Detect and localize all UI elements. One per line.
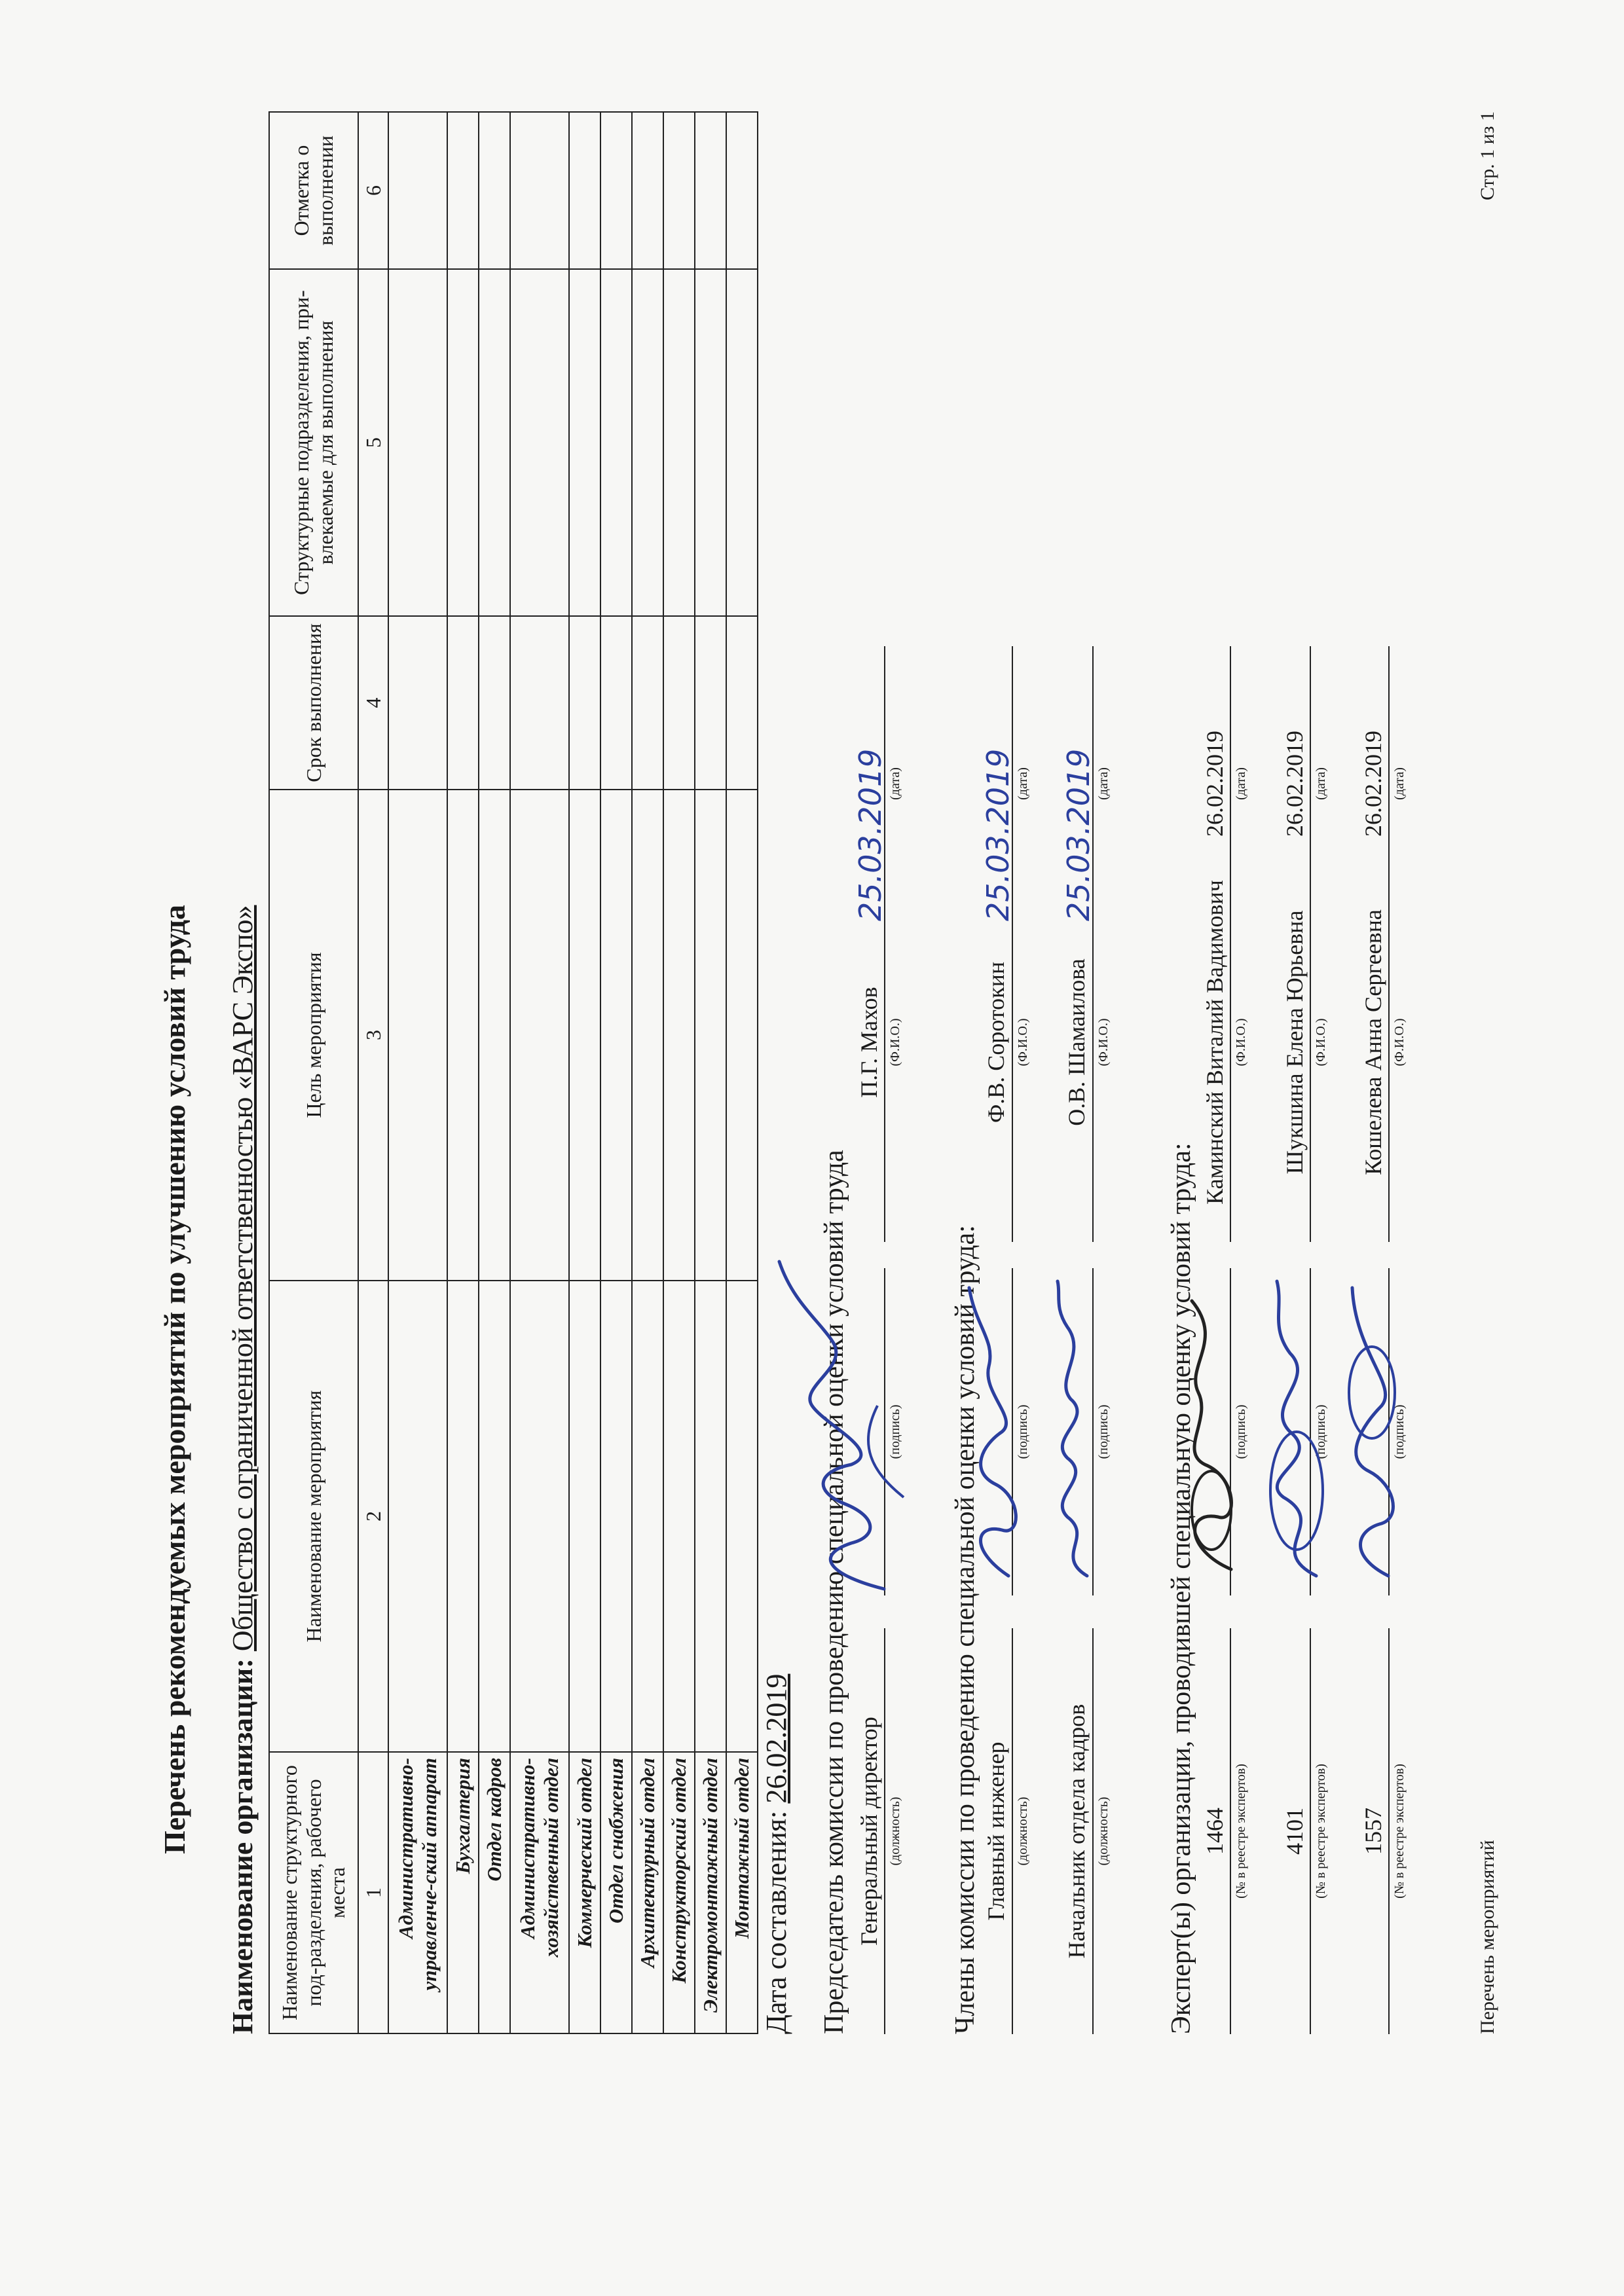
signature-caption: (подпись) [1016, 1404, 1030, 1459]
member-signature [1041, 1275, 1107, 1589]
expert-date: 26.02.2019 [1360, 731, 1386, 837]
position-caption: (должность) [888, 1796, 902, 1866]
table-row [388, 112, 447, 2033]
expert-name: Каминский Виталий Вадимович [1202, 880, 1228, 1205]
expert-name: Кошелева Анна Сергеевна [1360, 909, 1386, 1175]
column-number: 1 [358, 1752, 388, 2033]
position-caption: (должность) [1096, 1796, 1111, 1866]
fio-caption: (Ф.И.О.) [1234, 1018, 1248, 1066]
signature-caption: (подпись) [1234, 1404, 1248, 1459]
column-number-row [358, 112, 388, 2033]
header-mark: Отметка о выполнении [269, 112, 358, 269]
department-cell: Конструкторский отдел [663, 1752, 695, 2033]
column-number: 4 [358, 616, 388, 790]
signature-caption: (подпись) [1314, 1404, 1328, 1459]
department-cell: Бухгалтерия [447, 1752, 479, 2033]
table-row [726, 112, 758, 2033]
expert-reg-number: 1464 [1202, 1808, 1228, 1855]
column-number: 6 [358, 112, 388, 269]
date-composed-label: Дата составления: [760, 1810, 792, 2034]
expert-name: Шукшина Елена Юрьевна [1282, 910, 1308, 1175]
department-cell: Отдел снабжения [600, 1752, 632, 2033]
chairman-name: П.Г. Махов [856, 987, 882, 1098]
document-title: Перечень рекомендуемых мероприятий по улучшению условий труда [158, 905, 191, 1854]
fio-caption: (Ф.И.О.) [1314, 1018, 1328, 1066]
column-number: 2 [358, 1281, 388, 1752]
header-deadline: Срок выполнения [269, 616, 358, 790]
table-row [479, 112, 510, 2033]
reg-caption: (№ в реестре экспертов) [1234, 1764, 1248, 1899]
member-signature [956, 1275, 1028, 1589]
header-units: Структурные подразделения, при-влекаемые для выполнения [269, 269, 358, 616]
chairman-heading: Председатель комиссии по проведению специальной оценки условий труда [819, 1150, 849, 2034]
organization-label: Наименование организации: [227, 1658, 259, 2034]
member-date: 25.03.2019 [1061, 748, 1096, 921]
reg-caption: (№ в реестре экспертов) [1392, 1764, 1407, 1899]
table-row [569, 112, 600, 2033]
table-row [632, 112, 663, 2033]
signature-caption: (подпись) [1096, 1404, 1111, 1459]
expert-date: 26.02.2019 [1282, 731, 1308, 837]
department-cell: Монтажный отдел [726, 1752, 758, 2033]
member-name: О.В. Шамаилова [1063, 958, 1090, 1126]
footer-page-number: Стр. 1 из 1 [1477, 111, 1498, 200]
header-goal: Цель мероприятия [269, 790, 358, 1281]
department-cell: Коммерческий отдел [569, 1752, 600, 2033]
table-row [663, 112, 695, 2033]
member-position: Главный инженер [983, 1741, 1009, 1921]
experts-heading: Эксперт(ы) организации, проводившей специальную оценку условий труда: [1166, 1142, 1196, 2034]
expert-reg-number: 4101 [1282, 1808, 1308, 1855]
date-composed-value: 26.02.2019 [760, 1673, 792, 1804]
fio-caption: (Ф.И.О.) [1096, 1018, 1111, 1066]
fio-caption: (Ф.И.О.) [1392, 1018, 1407, 1066]
measures-table [268, 111, 758, 2034]
organization-line [226, 905, 259, 2034]
date-caption: (дата) [1096, 767, 1111, 800]
expert-date: 26.02.2019 [1202, 731, 1228, 837]
department-cell: Отдел кадров [479, 1752, 510, 2033]
date-caption: (дата) [1314, 767, 1328, 800]
department-cell: Архитектурный отдел [632, 1752, 663, 2033]
column-number: 5 [358, 269, 388, 616]
date-caption: (дата) [888, 767, 902, 800]
members-heading: Члены комиссии по проведению специальной оценки условий труда: [950, 1225, 980, 2034]
table-row [600, 112, 632, 2033]
fio-caption: (Ф.И.О.) [1016, 1018, 1030, 1066]
signature-caption: (подпись) [888, 1404, 902, 1459]
header-department: Наименование структурного под-разделения, рабочего места [269, 1752, 358, 2033]
signature-caption: (подпись) [1392, 1404, 1407, 1459]
position-caption: (должность) [1016, 1796, 1030, 1866]
member-name: Ф.В. Соротокин [983, 961, 1009, 1123]
expert-signature [1257, 1275, 1336, 1589]
header-measure: Наименование мероприятия [269, 1281, 358, 1752]
date-caption: (дата) [1392, 767, 1407, 800]
date-caption: (дата) [1234, 767, 1248, 800]
expert-signature [1172, 1275, 1244, 1589]
chairman-signature [773, 1235, 917, 1602]
expert-reg-number: 1557 [1360, 1808, 1386, 1855]
fio-caption: (Ф.И.О.) [888, 1018, 902, 1066]
member-position: Начальник отдела кадров [1063, 1704, 1090, 1959]
department-cell: Электромонтажный отдел [695, 1752, 726, 2033]
department-cell: Административно-управленче-ский аппарат [388, 1752, 447, 2033]
chairman-date: 25.03.2019 [853, 748, 888, 921]
table-row [695, 112, 726, 2033]
organization-name: Общество с ограниченной ответственностью «ВАРС Экспо» [227, 905, 259, 1652]
column-number: 3 [358, 790, 388, 1281]
footer-left: Перечень мероприятий [1477, 1840, 1498, 2034]
chairman-position: Генеральный директор [856, 1717, 882, 1946]
date-composed [760, 1674, 793, 2034]
department-cell: Административно-хозяйственный отдел [510, 1752, 569, 2033]
table-row [510, 112, 569, 2033]
expert-signature [1336, 1275, 1408, 1589]
date-caption: (дата) [1016, 767, 1030, 800]
reg-caption: (№ в реестре экспертов) [1314, 1764, 1328, 1899]
table-row [447, 112, 479, 2033]
member-date: 25.03.2019 [980, 748, 1016, 921]
table-header-row [269, 112, 358, 2033]
